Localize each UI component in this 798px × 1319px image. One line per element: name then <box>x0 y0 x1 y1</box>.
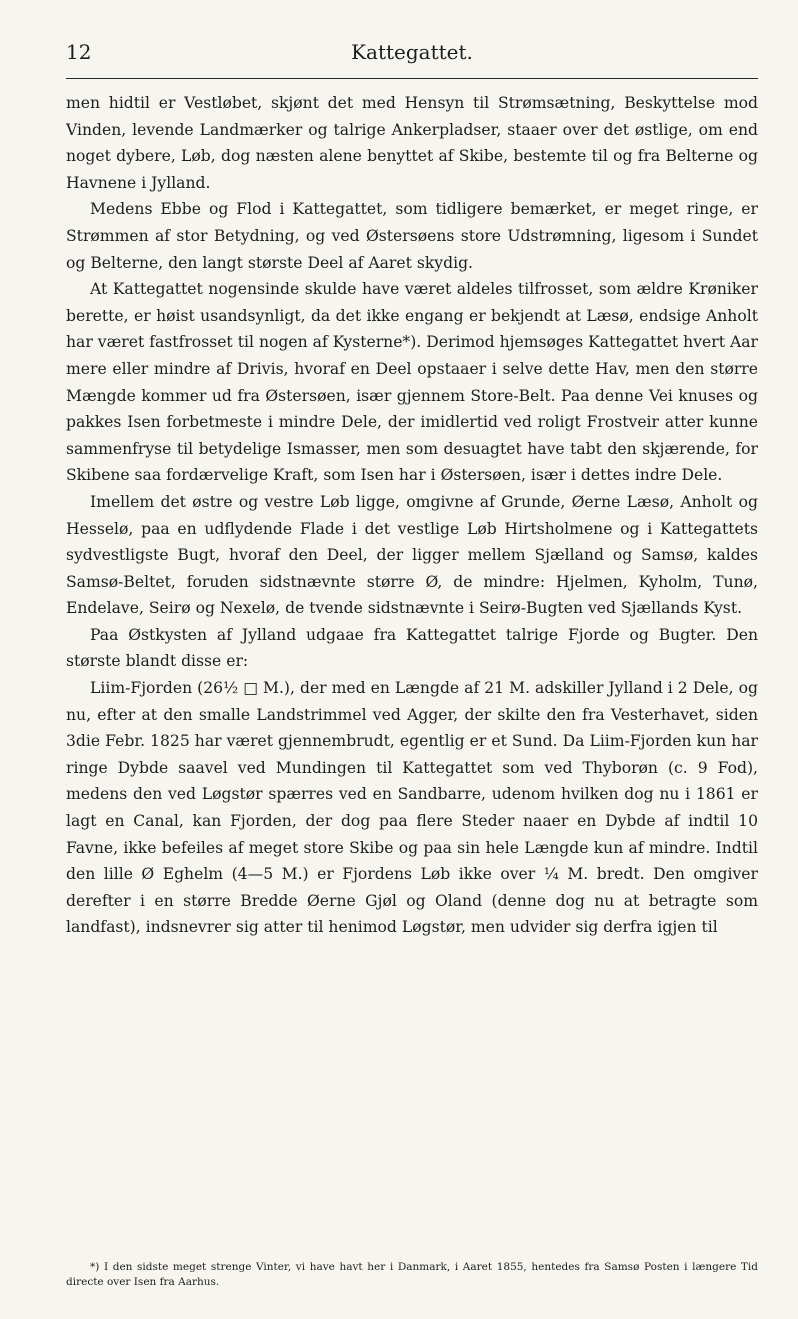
paragraph: Medens Ebbe og Flod i Kattegattet, som tidligere bemærket, er meget ringe, er Strømmen af stor Betydning, og ved Østersøens store Udstrømning, ligesom i Sundet og Belterne, den langt største Deel af Aaret skydig. <box>66 200 758 272</box>
paragraph: Liim-Fjorden (26½ □ M.), der med en Længde af 21 M. adskiller Jylland i 2 Dele, og nu, efter at den smalle Landstrimmel ved Agger, der skilte den fra Vesterhavet, siden 3die Febr. 1825 har været gjennembrudt, egentlig er et Sund. Da Liim-Fjorden kun har ringe Dybde saavel ved Mundingen til Kattegattet som ved Thyborøn (c. 9 Fod), medens den ved Løgstør spærres ved en Sandbarre, udenom hvilken dog nu i 1861 er lagt en Canal, kan Fjorden, der dog paa flere Steder naaer en Dybde af indtil 10 Favne, ikke befeiles af meget store Skibe og paa sin hele Længde kun af mindre. Indtil den lille Ø Eghelm (4—5 M.) er Fjordens Løb ikke over ¼ M. bredt. Den omgiver derefter i en større Bredde Øerne Gjøl og Oland (denne dog nu at betragte som landfast), indsnevrer sig atter til henimod Løgstør, men udvider sig derfra igjen til <box>66 679 758 937</box>
page-number: 12 <box>66 40 92 64</box>
body-text <box>66 90 758 941</box>
page-header <box>66 40 758 64</box>
header-rule <box>66 78 758 79</box>
paragraph: Imellem det østre og vestre Løb ligge, omgivne af Grunde, Øerne Læsø, Anholt og Hesselø, paa en udflydende Flade i det vestlige Løb Hirtsholmene og i Kattegattets sydvestligste Bugt, hvoraf den Deel, der ligger mellem Sjælland og Samsø, kaldes Samsø-Beltet, foruden sidstnævnte større Ø, de mindre: Hjelmen, Kyholm, Tunø, Endelave, Seirø og Nexelø, de tvende sidstnævnte i Seirø-Bugten ved Sjællands Kyst. <box>66 492 758 618</box>
paragraph: men hidtil er Vestløbet, skjønt det med Hensyn til Strømsætning, Beskyttelse mod Vinden, levende Landmærker og talrige Ankerpladser, staaer over det østlige, om end noget dybere, Løb, dog næsten alene benyttet af Skibe, bestemte til og fra Belterne og Havnene i Jylland. <box>66 94 758 192</box>
footnote-text: *) I den sidste meget strenge Vinter, vi have havt her i Danmark, i Aaret 1855, hentedes fra Samsø Posten i længere Tid directe over Isen fra Aarhus. <box>66 1261 758 1288</box>
paragraph: At Kattegattet nogensinde skulde have været aldeles tilfrosset, som ældre Krøniker berette, er høist usandsynligt, da det ikke engang er bekjendt at Læsø, endsige Anholt har været fastfrosset til nogen af Kysterne*). Derimod hjemsøges Kattegattet hvert Aar mere eller mindre af Drivis, hvoraf en Deel opstaaer i selve dette Hav, men den større Mængde kommer ud fra Østersøen, især gjennem Store-Belt. Paa denne Vei knuses og pakkes Isen forbetmeste i mindre Dele, der imidlertid ved roligt Frostveir atter kunne sammenfryse til betydelige Ismasser, men som desuagtet have tabt den skjærende, for Skibene saa fordærvelige Kraft, som Isen har i Østersøen, især i dettes indre Dele. <box>66 280 758 485</box>
running-title: Kattegattet. <box>351 40 473 64</box>
paragraph: Paa Østkysten af Jylland udgaae fra Kattegattet talrige Fjorde og Bugter. Den største blandt disse er: <box>66 625 758 671</box>
footnote <box>66 1260 758 1290</box>
